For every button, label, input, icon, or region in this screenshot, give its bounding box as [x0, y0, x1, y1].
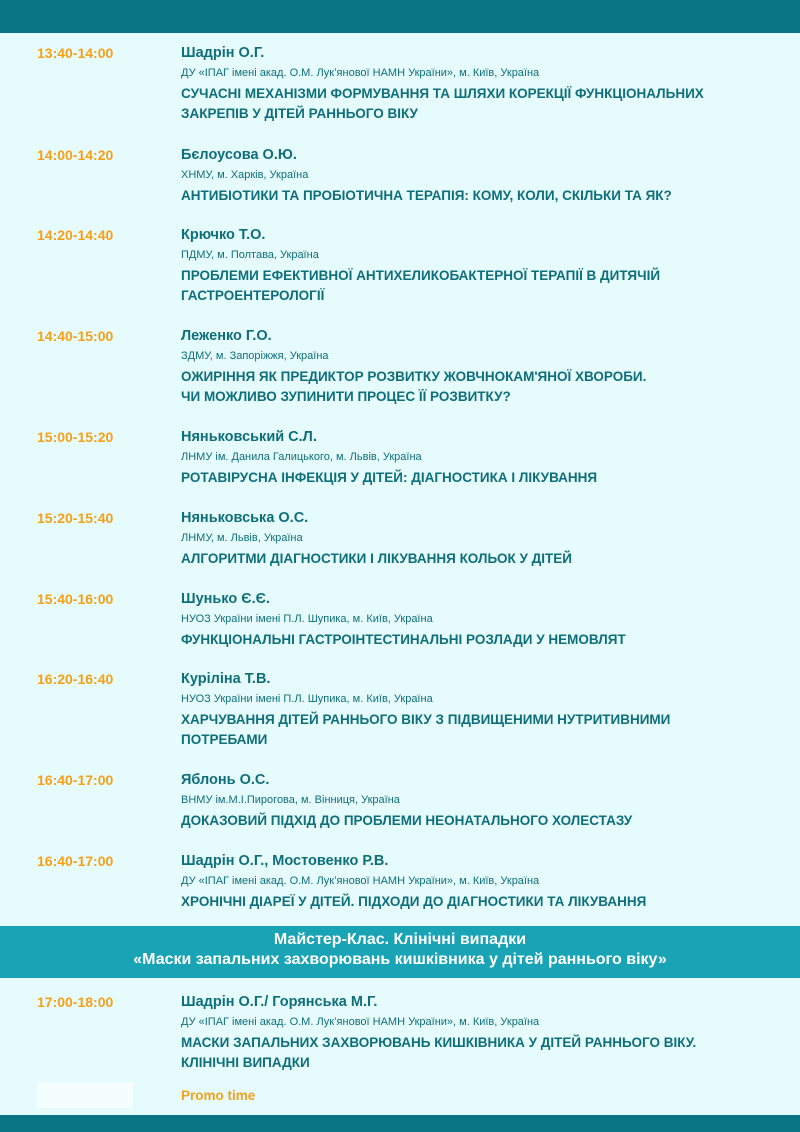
session-affiliation: ПДМУ, м. Полтава, Україна — [181, 249, 319, 261]
session-title — [181, 630, 781, 650]
session-title — [181, 710, 781, 750]
session-title-line: АЛГОРИТМИ ДІАГНОСТИКИ І ЛІКУВАННЯ КОЛЬОК У ДІТЕЙ — [181, 551, 572, 566]
session-title-line: МАСКИ ЗАПАЛЬНИХ ЗАХВОРЮВАНЬ КИШКІВНИКА У ДІТЕЙ РАННЬОГО ВІКУ. — [181, 1035, 697, 1050]
session-title-line: РОТАВІРУСНА ІНФЕКЦІЯ У ДІТЕЙ: ДІАГНОСТИКА І ЛІКУВАННЯ — [181, 470, 598, 485]
session-time: 15:00-15:20 — [37, 429, 114, 445]
session-title — [181, 84, 781, 124]
session-title-line: ДОКАЗОВИЙ ПІДХІД ДО ПРОБЛЕМИ НЕОНАТАЛЬНОГО ХОЛЕСТАЗУ — [181, 813, 633, 828]
session-speaker: Леженко Г.О. — [181, 328, 272, 344]
session-affiliation: ЗДМУ, м. Запоріжжя, Україна — [181, 350, 329, 362]
session-title-line: ОЖИРІННЯ ЯК ПРЕДИКТОР РОЗВИТКУ ЖОВЧНОКАМ'ЯНОЇ ХВОРОБИ. — [181, 369, 647, 384]
session-time: 13:40-14:00 — [37, 45, 114, 61]
session-speaker: Няньковський С.Л. — [181, 429, 317, 445]
session-title — [181, 549, 781, 569]
session-speaker: Няньковська О.С. — [181, 510, 309, 526]
session-speaker: Шадрін О.Г. — [181, 45, 265, 61]
session-time: 15:20-15:40 — [37, 510, 114, 526]
session-title-line: ЗАКРЕПІВ У ДІТЕЙ РАННЬОГО ВІКУ — [181, 106, 418, 121]
session-speaker: Яблонь О.С. — [181, 772, 270, 788]
session-time: 15:40-16:00 — [37, 591, 114, 607]
session-title — [181, 1033, 781, 1073]
session-title-line: ЧИ МОЖЛИВО ЗУПИНИТИ ПРОЦЕС ЇЇ РОЗВИТКУ? — [181, 389, 511, 404]
session-title-line: ПОТРЕБАМИ — [181, 732, 268, 747]
banner-subtitle: «Маски запальних захворювань кишківника у дітей раннього віку» — [133, 951, 667, 968]
session-speaker: Куріліна Т.В. — [181, 671, 271, 687]
session-title-line: АНТИБІОТИКИ ТА ПРОБІОТИЧНА ТЕРАПІЯ: КОМУ, КОЛИ, СКІЛЬКИ ТА ЯК? — [181, 188, 672, 203]
session-time: 16:20-16:40 — [37, 671, 114, 687]
session-time: 14:40-15:00 — [37, 328, 114, 344]
session-speaker: Бєлоусова О.Ю. — [181, 147, 297, 163]
session-title — [181, 367, 781, 407]
session-speaker: Крючко Т.О. — [181, 227, 266, 243]
session-affiliation: ДУ «ІПАГ імені акад. О.М. Лук’янової НАМН України», м. Київ, Україна — [181, 67, 540, 79]
master-class-banner — [0, 926, 800, 978]
session-title — [181, 266, 781, 306]
session-affiliation: ДУ «ІПАГ імені акад. О.М. Лук’янової НАМН України», м. Київ, Україна — [181, 875, 540, 887]
session-title — [181, 468, 781, 488]
session-time: 16:40-17:00 — [37, 772, 114, 788]
session-title-line: ПРОБЛЕМИ ЕФЕКТИВНОЇ АНТИХЕЛИКОБАКТЕРНОЇ ТЕРАПІЇ В ДИТЯЧІЙ — [181, 268, 661, 283]
session-time: 14:20-14:40 — [37, 227, 114, 243]
session-title-line: ФУНКЦІОНАЛЬНІ ГАСТРОІНТЕСТИНАЛЬНІ РОЗЛАДИ У НЕМОВЛЯТ — [181, 632, 626, 647]
footer-bar — [0, 1115, 800, 1132]
promo-time-label: Promo time — [181, 1088, 256, 1103]
session-title-line: ГАСТРОЕНТЕРОЛОГІЇ — [181, 288, 325, 303]
session-speaker: Шунько Є.Є. — [181, 591, 270, 607]
session-title-line: СУЧАСНІ МЕХАНІЗМИ ФОРМУВАННЯ ТА ШЛЯХИ КОРЕКЦІЇ ФУНКЦІОНАЛЬНИХ — [181, 86, 704, 101]
session-affiliation: НУОЗ України імені П.Л. Шупика, м. Київ, Україна — [181, 693, 433, 705]
session-time: 16:40-17:00 — [37, 853, 114, 869]
session-title — [181, 811, 781, 831]
session-affiliation: ЛНМУ ім. Данила Галицького, м. Львів, Україна — [181, 451, 422, 463]
session-affiliation: ВНМУ ім.М.І.Пирогова, м. Вінниця, Україна — [181, 794, 400, 806]
session-affiliation: НУОЗ України імені П.Л. Шупика, м. Київ, Україна — [181, 613, 433, 625]
session-title-line: КЛІНІЧНІ ВИПАДКИ — [181, 1055, 310, 1070]
session-title — [181, 892, 781, 912]
session-time: 17:00-18:00 — [37, 994, 114, 1010]
banner-title: Майстер-Клас. Клінічні випадки — [273, 931, 527, 948]
session-time: 14:00-14:20 — [37, 147, 114, 163]
session-title-line: ХАРЧУВАННЯ ДІТЕЙ РАННЬОГО ВІКУ З ПІДВИЩЕНИМИ НУТРИТИВНИМИ — [181, 712, 671, 727]
session-speaker: Шадрін О.Г., Мостовенко Р.В. — [181, 853, 389, 869]
session-affiliation: ЛНМУ, м. Львів, Україна — [181, 532, 303, 544]
session-title — [181, 186, 781, 206]
header-bar — [0, 0, 800, 33]
session-affiliation: ХНМУ, м. Харків, Україна — [181, 169, 309, 181]
session-affiliation: ДУ «ІПАГ імені акад. О.М. Лук’янової НАМН України», м. Київ, Україна — [181, 1016, 540, 1028]
session-title-line: ХРОНІЧНІ ДІАРЕЇ У ДІТЕЙ. ПІДХОДИ ДО ДІАГНОСТИКИ ТА ЛІКУВАННЯ — [181, 894, 647, 909]
session-speaker: Шадрін О.Г./ Горянська М.Г. — [181, 994, 378, 1010]
promo-time-box — [37, 1082, 133, 1108]
